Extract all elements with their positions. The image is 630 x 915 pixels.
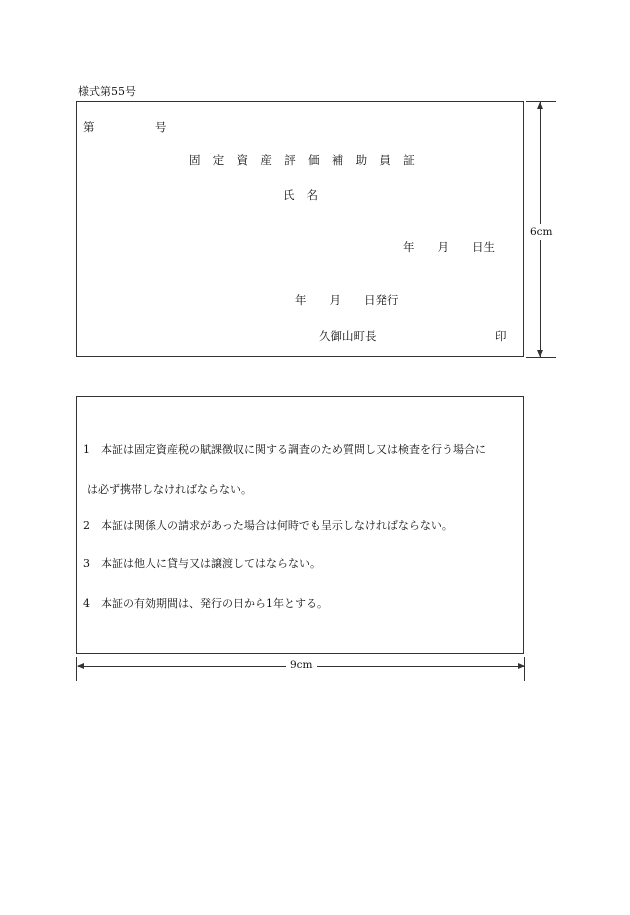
width-dimension-label: 9cm: [286, 659, 317, 671]
certificate-number-suffix: 号: [155, 120, 167, 134]
width-dimension-right-tick: [524, 657, 525, 681]
height-dimension-label: 6cm: [530, 226, 553, 238]
arrow-down-icon: [537, 350, 543, 357]
seal-mark: 印: [495, 329, 507, 343]
name-label: 氏名: [283, 188, 330, 202]
note-3: 3 本証は他人に貸与又は譲渡してはならない。: [83, 557, 321, 570]
arrow-left-icon: [77, 663, 84, 669]
issuer-name: 久御山町長: [319, 329, 377, 343]
note-1-line-1: 1 本証は固定資産税の賦課徴収に関する調査のため質問し又は検査を行う場合に: [83, 443, 486, 456]
certificate-front: [76, 101, 524, 357]
note-2: 2 本証は関係人の請求があった場合は何時でも呈示しなければならない。: [83, 519, 453, 532]
width-dimension-left-tick: [76, 657, 77, 681]
certificate-back: [76, 396, 524, 654]
birth-date-line: 年 月 日生: [403, 240, 495, 254]
arrow-up-icon: [537, 102, 543, 109]
arrow-right-icon: [518, 663, 525, 669]
note-4: 4 本証の有効期間は、発行の日から1年とする。: [83, 597, 328, 610]
note-1-line-2: は必ず携帯しなければならない。: [87, 483, 252, 496]
certificate-title: 固定資産評価補助員証: [189, 153, 427, 167]
certificate-number-prefix: 第: [83, 120, 95, 134]
form-number-label: 様式第55号: [78, 85, 136, 98]
height-dimension-bottom-tick: [526, 357, 556, 358]
issue-date-line: 年 月 日発行: [295, 293, 399, 307]
